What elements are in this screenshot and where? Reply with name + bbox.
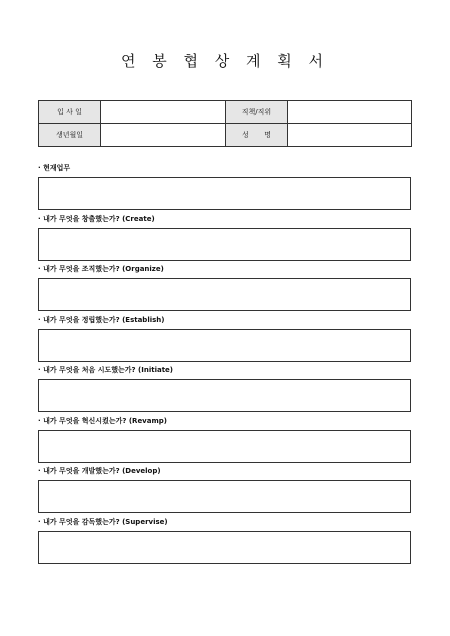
section-input-box[interactable]: [38, 379, 411, 412]
section-label: · 내가 무엇을 창출했는가? (Create): [38, 215, 155, 223]
section-label: · 내가 무엇을 개발했는가? (Develop): [38, 467, 161, 475]
section-revamp: [38, 415, 411, 463]
info-row-2: [39, 124, 412, 147]
section-input-box[interactable]: [38, 278, 411, 311]
section-input-box[interactable]: [38, 228, 411, 261]
info-table: [38, 100, 412, 147]
section-label: · 내가 무엇을 감독했는가? (Supervise): [38, 518, 168, 526]
section-initiate: [38, 364, 411, 412]
info-row-1: [39, 101, 412, 124]
section-label: · 내가 무엇을 조직했는가? (Organize): [38, 265, 164, 273]
section-input-box[interactable]: [38, 430, 411, 463]
section-create: [38, 213, 411, 261]
section-label: · 현재업무: [38, 164, 71, 172]
section-develop: [38, 465, 411, 513]
section-label: · 내가 무엇을 정립했는가? (Establish): [38, 316, 165, 324]
birth-date-label: 생년월일: [39, 124, 101, 147]
section-input-box[interactable]: [38, 329, 411, 362]
section-supervise: [38, 516, 411, 564]
position-field[interactable]: [288, 101, 412, 124]
section-input-box[interactable]: [38, 531, 411, 564]
position-label: 직책/직위: [226, 101, 288, 124]
section-establish: [38, 314, 411, 362]
birth-date-field[interactable]: [101, 124, 226, 147]
name-label: 성 명: [226, 124, 288, 147]
join-date-field[interactable]: [101, 101, 226, 124]
section-label: · 내가 무엇을 처음 시도했는가? (Initiate): [38, 366, 173, 374]
section-label: · 내가 무엇을 혁신시켰는가? (Revamp): [38, 417, 167, 425]
section-input-box[interactable]: [38, 480, 411, 513]
section-current-work: [38, 162, 411, 210]
join-date-label: 입 사 일: [39, 101, 101, 124]
section-input-box[interactable]: [38, 177, 411, 210]
page-title: 연 봉 협 상 계 획 서: [120, 52, 330, 70]
name-field[interactable]: [288, 124, 412, 147]
section-organize: [38, 263, 411, 311]
